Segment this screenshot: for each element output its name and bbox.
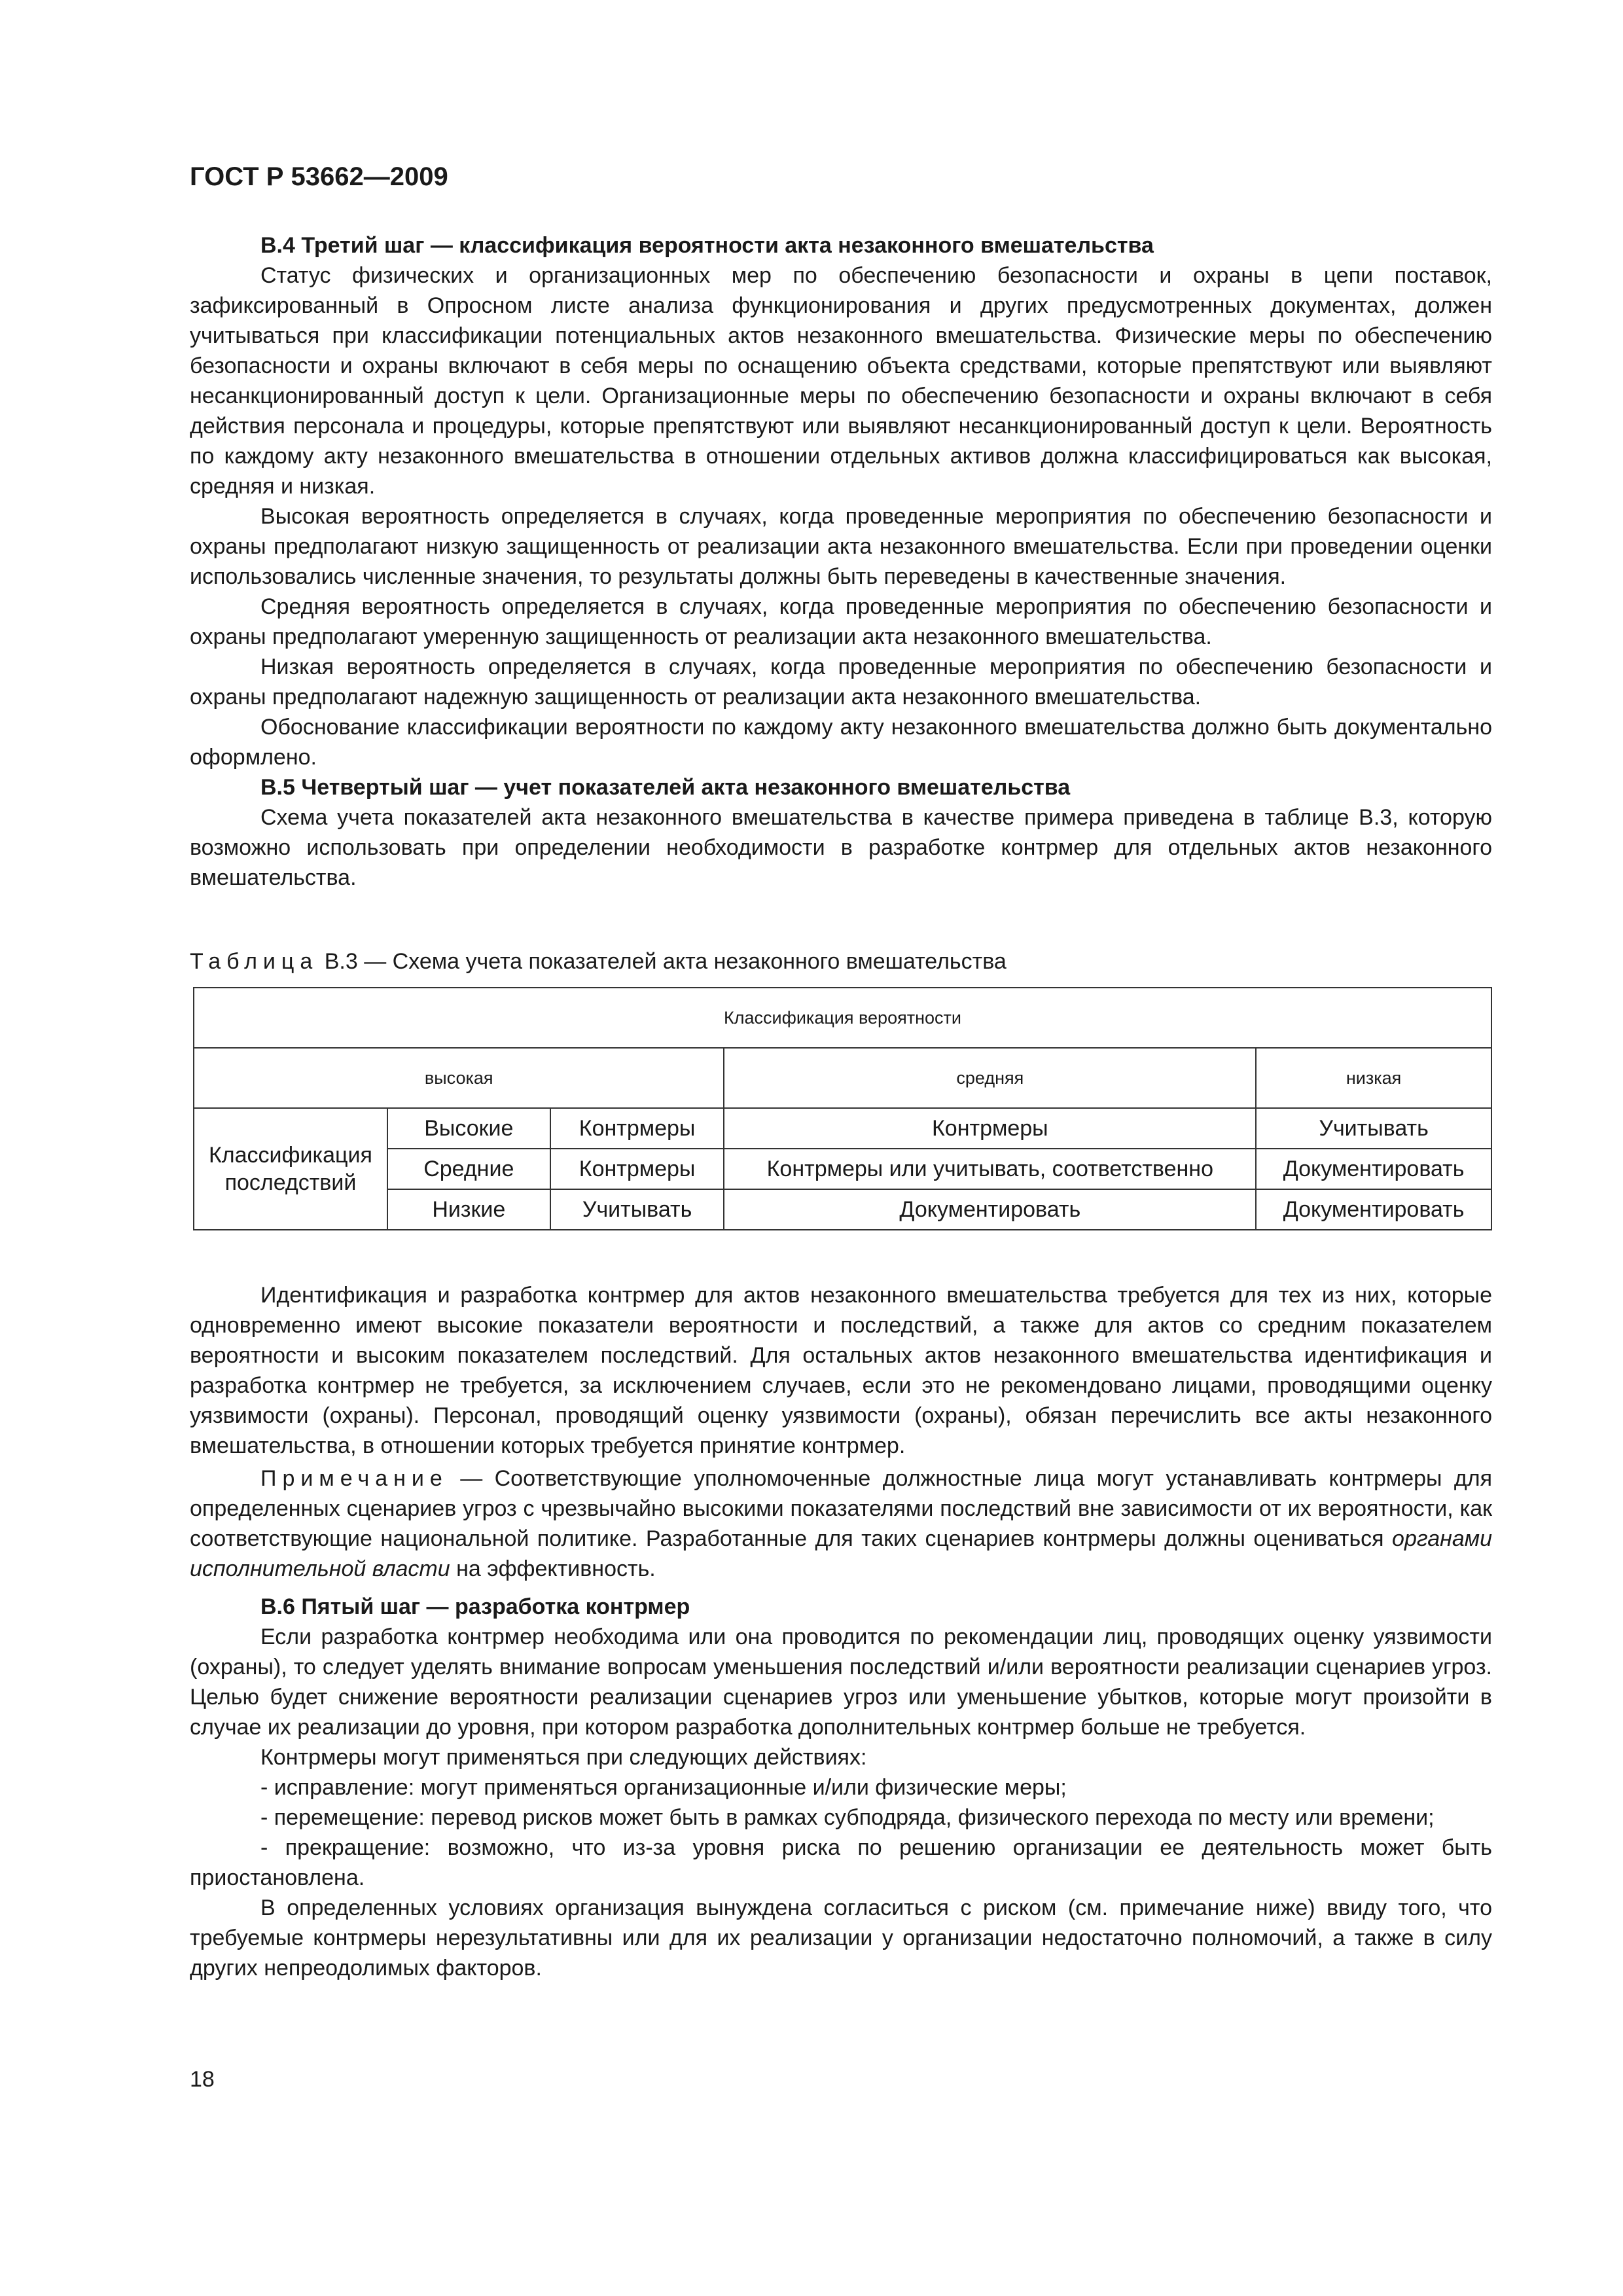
table-caption-lead: Таблица	[190, 949, 319, 974]
paragraph: В определенных условиях организация вынуждена согласиться с риском (см. примечание ниже) ввиду того, что требуемые контрмеры нерезультативны или для их реализации у организации недостаточно полномочий, а также в силу других непреодолимых факторов.	[190, 1895, 1492, 1981]
paragraph: Схема учета показателей акта незаконного вмешательства в качестве примера приведена в таблице В.3, которую возможно использовать при определении необходимости в разработке контрмер для отдельных актов незаконного вмешательства.	[190, 805, 1492, 890]
table-top-header: Классификация вероятности	[194, 988, 1491, 1048]
note-text-after: на эффективность.	[450, 1556, 656, 1581]
paragraph: Контрмеры могут применяться при следующих действиях:	[260, 1745, 867, 1770]
table-caption-rest: В.3 — Схема учета показателей акта незаконного вмешательства	[318, 949, 1007, 974]
paragraph: Низкая вероятность определяется в случаях, когда проведенные мероприятия по обеспечению безопасности и охраны предполагают надежную защищенность от реализации акта незаконного вмешательства.	[190, 655, 1492, 709]
note-text-before: — Соответствующие уполномоченные должностные лица могут устанавливать контрмеры для определенных сценариев угроз с чрезвычайно высокими показателями последствий вне зависимости от их вероятности, как соответствующие национальной политике. Разработанные для таких сценариев контрмеры должны оцениваться	[190, 1466, 1492, 1551]
table-cell: Высокие	[387, 1108, 550, 1149]
table-cell: Средние	[387, 1149, 550, 1189]
list-item: - перемещение: перевод рисков может быть в рамках субподряда, физического перехода по месту или времени;	[260, 1805, 1435, 1830]
document-code: ГОСТ Р 53662—2009	[190, 162, 448, 191]
paragraph: Идентификация и разработка контрмер для актов незаконного вмешательства требуется для тех из них, которые одновременно имеют высокие показатели вероятности и последствий, а также для актов со средним показателем вероятности и высоким показателем последствий. Для остальных актов незаконного вмешательства идентификация и разработка контрмер не требуется, за исключением случаев, если это не рекомендовано лицами, проводящими оценку уязвимости (охраны). Персонал, проводящий оценку уязвимости (охраны), обязан перечислить все акты незаконного вмешательства, в отношении которых требуется принятие контрмер.	[190, 1283, 1492, 1458]
section-b5-heading: В.5 Четвертый шаг — учет показателей акта незаконного вмешательства	[260, 775, 1071, 800]
paragraph: Если разработка контрмер необходима или она проводится по рекомендации лиц, проводящих оценку уязвимости (охраны), то следует уделять внимание вопросам уменьшения последствий и/или вероятности реализации сценариев угроз. Целью будет снижение вероятности реализации сценариев угроз или уменьшение убытков, которые могут произойти в случае их реализации до уровня, при котором разработка дополнительных контрмер больше не требуется.	[190, 1624, 1492, 1740]
paragraph: Средняя вероятность определяется в случаях, когда проведенные мероприятия по обеспечению безопасности и охраны предполагают умеренную защищенность от реализации акта незаконного вмешательства.	[190, 594, 1492, 649]
section-b4	[190, 230, 1492, 893]
table-cell: Документировать	[1256, 1149, 1491, 1189]
table-cell: Контрмеры	[724, 1108, 1256, 1149]
paragraph: Обоснование классификации вероятности по каждому акту незаконного вмешательства должно быть документально оформлено.	[190, 715, 1492, 770]
table-cell: Документировать	[1256, 1189, 1491, 1230]
table-header-high: высокая	[194, 1048, 724, 1108]
table-row-group-label: Классификация последствий	[194, 1108, 387, 1230]
table-cell: Документировать	[724, 1189, 1256, 1230]
list-item: - прекращение: возможно, что из-за уровня риска по решению организации ее деятельность может быть приостановлена.	[190, 1835, 1492, 1890]
table-cell: Низкие	[387, 1189, 550, 1230]
table-header-low: низкая	[1256, 1048, 1491, 1108]
note-lead: Примечание	[260, 1466, 448, 1491]
paragraph: Статус физических и организационных мер по обеспечению безопасности и охраны в цепи поставок, зафиксированный в Опросном листе анализа функционирования и других предусмотренных документах, должен учитываться при классификации потенциальных актов незаконного вмешательства. Физические меры по обеспечению безопасности и охраны включают в себя меры по оснащению объекта средствами, которые препятствуют или выявляют несанкционированный доступ к цели. Организационные меры по обеспечению безопасности и охраны включают в себя действия персонала и процедуры, которые препятствуют или выявляют несанкционированный доступ к цели. Вероятность по каждому акту незаконного вмешательства в отношении отдельных активов должна классифицироваться как высокая, средняя и низкая.	[190, 263, 1492, 499]
table-header-medium: средняя	[724, 1048, 1256, 1108]
note-paragraph	[190, 1463, 1492, 1584]
table-cell: Контрмеры	[550, 1149, 724, 1189]
section-b6-heading: В.6 Пятый шаг — разработка контрмер	[260, 1594, 690, 1619]
note-italic: органами исполнительной власти	[190, 1526, 1492, 1581]
paragraph: Высокая вероятность определяется в случаях, когда проведенные мероприятия по обеспечению безопасности и охраны предполагают низкую защищенность от реализации акта незаконного вмешательства. Если при проведении оценки использовались численные значения, то результаты должны быть переведены в качественные значения.	[190, 504, 1492, 589]
page-number: 18	[190, 2067, 215, 2092]
table-caption	[190, 946, 1007, 977]
section-b6	[190, 1592, 1492, 1983]
table-cell: Учитывать	[1256, 1108, 1491, 1149]
table-cell: Контрмеры	[550, 1108, 724, 1149]
list-item: - исправление: могут применяться организационные и/или физические меры;	[260, 1775, 1067, 1800]
table-cell: Контрмеры или учитывать, соответственно	[724, 1149, 1256, 1189]
scheme-table	[193, 987, 1492, 1230]
section-b4-heading: В.4 Третий шаг — классификация вероятности акта незаконного вмешательства	[260, 233, 1154, 258]
table-cell: Учитывать	[550, 1189, 724, 1230]
after-table-block	[190, 1280, 1492, 1461]
